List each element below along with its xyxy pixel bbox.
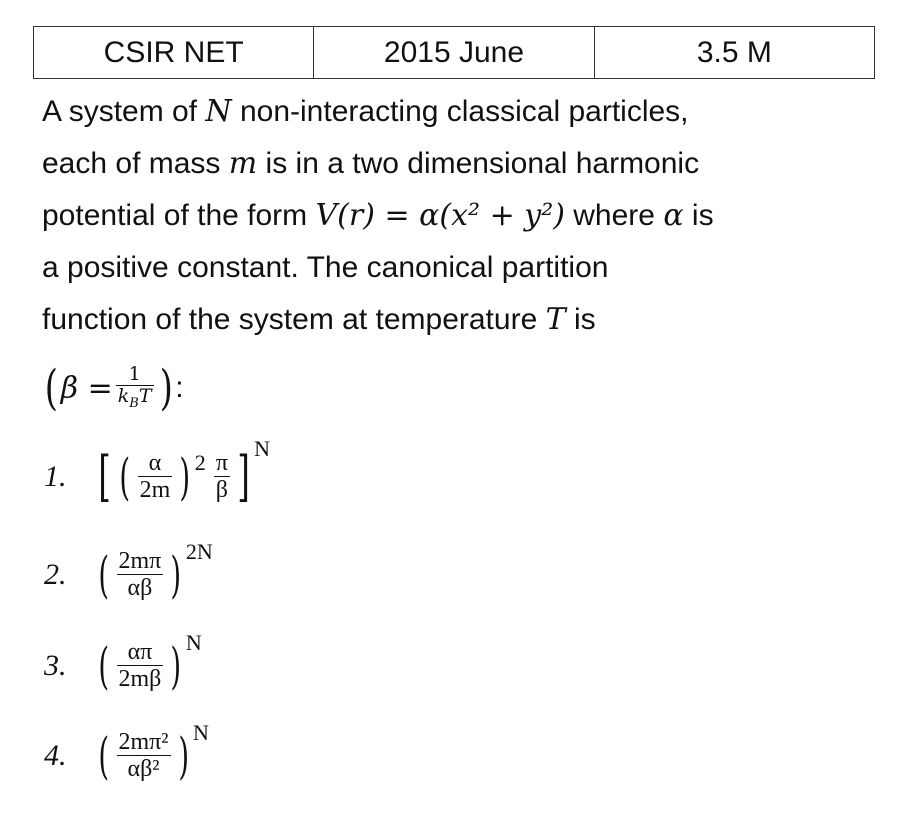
left-bracket: [ [98,445,111,508]
left-paren: ( [98,637,110,696]
info-row [34,27,875,79]
left-paren: ( [98,727,110,786]
var-t: T [545,302,566,337]
t-symbol: T [138,384,152,407]
question-line-4: a positive constant. The canonical partition [42,251,609,284]
option-3[interactable] [44,630,202,696]
text-fragment: where [564,199,664,232]
option-fraction [117,730,171,783]
right-paren: ) [170,546,182,605]
text-fragment: each of mass [42,147,229,180]
var-alpha: α [663,198,684,233]
option-4[interactable] [44,720,209,786]
text-fragment: potential of the form [42,199,316,232]
option-2[interactable] [44,539,213,605]
beta-definition [42,358,184,418]
right-paren: ) [170,637,182,696]
info-table [33,26,875,79]
fraction-numerator: α [148,449,162,476]
fraction-denominator: αβ [127,575,153,602]
fraction-numerator: απ [127,639,153,665]
var-n: N [205,94,232,129]
question-line-5 [42,294,882,346]
exponent: N [193,720,209,745]
question-line-3 [42,190,882,242]
option-label: 2. [44,558,67,592]
left-paren: ( [98,546,110,605]
option-label: 4. [44,739,67,773]
question-line-2 [42,138,882,190]
text-fragment: non-interacting classical particles, [231,95,689,128]
right-bracket: ] [237,445,250,508]
exponent: N [185,630,202,655]
session-cell: 2015 June [314,27,594,79]
option-fraction [138,451,173,504]
option-fraction [117,640,164,693]
marks-cell: 3.5 M [594,27,874,79]
fraction-denominator: β [215,476,228,503]
option-label: 1. [44,460,67,493]
var-m: m [228,146,258,181]
fraction-numerator: π [215,449,228,476]
fraction-denominator: 2m [139,476,171,503]
exponent: N [254,436,270,461]
k-symbol: k [117,384,130,407]
potential-equation: V(r) = α(x² + y²) [315,198,565,233]
fraction-numerator: 1 [128,362,141,385]
fraction-numerator: 2mπ [118,548,162,574]
right-paren: ) [179,448,191,506]
beta-lhs: β = [60,370,113,406]
b-subscript: B [129,395,139,411]
text-fragment: is in a two dimensional harmonic [257,147,700,180]
exam-cell: CSIR NET [34,27,314,79]
option-1[interactable] [44,436,270,508]
right-paren: ) [159,360,173,416]
fraction-denominator [116,386,154,411]
question-line-1 [42,86,882,138]
text-fragment: is [683,199,714,232]
left-paren: ( [119,448,131,506]
exponent: 2 [194,450,206,475]
fraction-denominator: αβ² [127,756,160,783]
colon: : [175,371,184,404]
fraction-numerator: 2mπ² [118,729,169,755]
left-paren: ( [44,360,58,416]
option-fraction [214,451,230,504]
text-fragment: function of the system at temperature [42,303,546,336]
fraction-denominator: 2mβ [118,666,162,693]
text-fragment: is [565,303,596,336]
right-paren: ) [177,727,189,786]
option-label: 3. [44,649,67,683]
question-text [42,86,882,346]
text-fragment: A system of [42,95,206,128]
beta-fraction [116,362,154,411]
exponent: 2N [185,539,213,564]
option-fraction [117,549,164,602]
